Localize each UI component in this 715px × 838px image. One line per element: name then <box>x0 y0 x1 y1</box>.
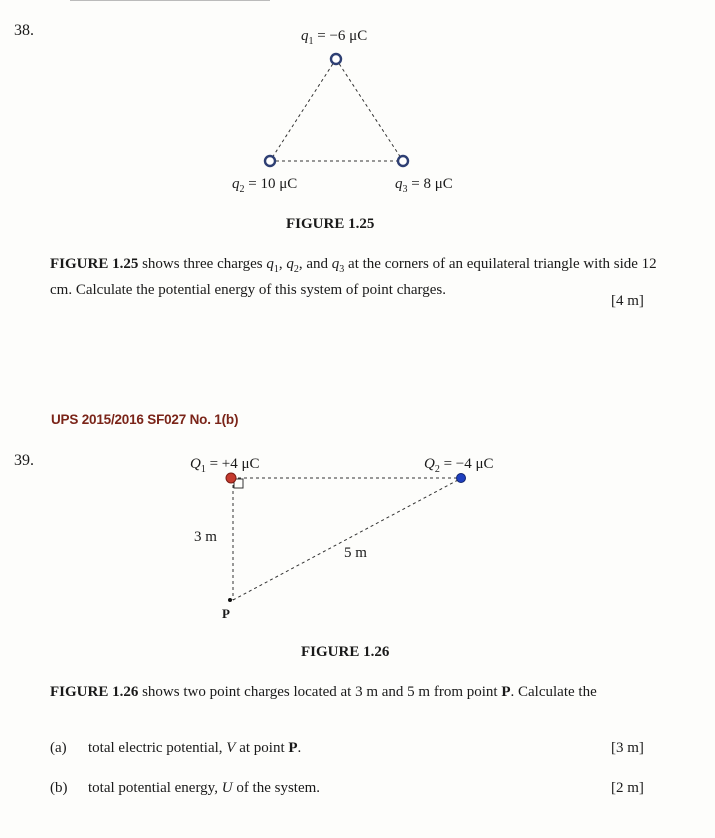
part-b-text: total potential energy, U of the system. <box>88 780 321 796</box>
triangle-side-q1-q3 <box>336 59 403 161</box>
label-Q1: $Q_1 = +4$ μC <box>190 456 260 475</box>
question-number-39: 39. <box>14 452 34 469</box>
part-b-marks: [2 m] <box>611 780 644 796</box>
part-a-text: total electric potential, V at point P. <box>88 740 302 756</box>
part-a-label: (a) <box>50 740 67 756</box>
charge-q3-dot <box>398 156 408 166</box>
point-P-dot <box>228 598 232 602</box>
figure-1-25-caption: FIGURE 1.25 <box>286 216 375 232</box>
question-38-marks: [4 m] <box>611 293 644 309</box>
question-38-text: FIGURE 1.25 shows three charges $q_1$, $q_2$, and $q_3$ at the corners of an equilateral triangle with side 12 cm. Calculate the potential energy of this system of point charges. <box>50 256 657 298</box>
source-tag: UPS 2015/2016 SF027 No. 1(b) <box>51 412 239 427</box>
question-39-text: FIGURE 1.26 shows two point charges located at 3 m and 5 m from point P. Calculate the <box>50 684 597 700</box>
label-distance-5m: 5 m <box>344 545 367 561</box>
part-a-marks: [3 m] <box>611 740 644 756</box>
label-q3: $q_3 = 8$ μC <box>395 176 453 195</box>
charge-q2-dot <box>265 156 275 166</box>
label-distance-3m: 3 m <box>194 529 217 545</box>
triangle-side-q1-q2 <box>270 59 336 161</box>
label-q1: $q_1 = -6$ μC <box>301 28 368 47</box>
label-Q2: $Q_2 = -4$ μC <box>424 456 494 475</box>
question-number-38: 38. <box>14 22 34 39</box>
line-Q2-P <box>233 480 458 600</box>
label-q2: $q_2 = 10$ μC <box>232 176 298 195</box>
part-b-label: (b) <box>50 780 68 796</box>
charge-q1-dot <box>331 54 341 64</box>
label-point-P: P <box>222 606 230 621</box>
figure-1-26-caption: FIGURE 1.26 <box>301 644 390 660</box>
